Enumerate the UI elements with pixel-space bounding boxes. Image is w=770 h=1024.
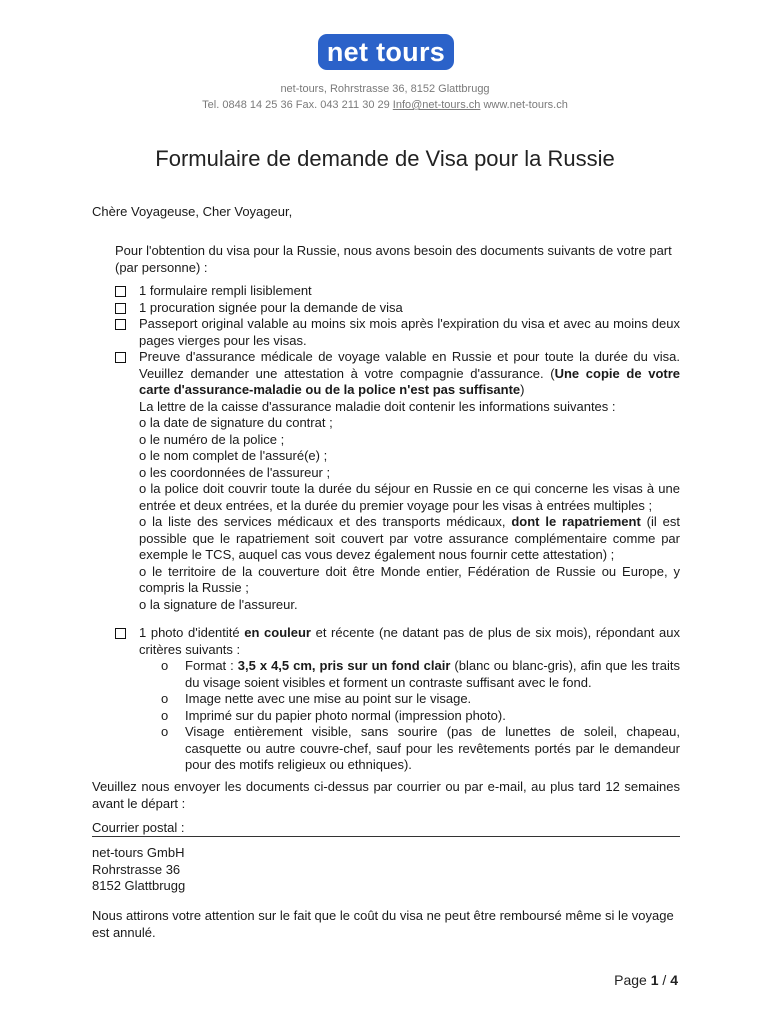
page-total: 4 (670, 972, 678, 988)
sub-item: o le nom complet de l'assuré(e) ; (139, 448, 328, 463)
document-checklist (115, 283, 680, 613)
sub6-rest: (il est possible que le rapatriement soit couvert par votre assurance complémentaire comme par exemple le TCS, auquel cas vous devez également nous fournir cette attestation) ; (139, 514, 681, 562)
sub-item: o la date de signature du contrat ; (139, 415, 333, 430)
c1-text: Format : (185, 658, 238, 673)
insurance-text: Preuve d'assurance médicale de voyage valable en Russie et pour toute la durée du visa. Veuillez demander une attestation à votre compagnie d'assurance. ( (139, 349, 680, 381)
letter-intro: La lettre de la caisse d'assurance maladie doit contenir les informations suivantes : (139, 398, 616, 414)
checkbox-icon (115, 628, 126, 639)
sub-item: o la signature de l'assureur. (139, 596, 298, 612)
postal-line: net-tours GmbH (92, 845, 185, 860)
sub-item: o le territoire de la couverture doit être Monde entier, Fédération de Russie ou Europe, y compris la Russie ; (139, 563, 680, 595)
company-address: net-tours, Rohrstrasse 36, 8152 Glattbrugg (280, 83, 490, 95)
photo-bold: en couleur (244, 625, 311, 640)
page-sep: / (658, 972, 671, 988)
checkbox-icon (115, 303, 126, 314)
company-contact (0, 99, 770, 111)
phone-fax: Tel. 0848 14 25 36 Fax. 043 211 30 29 (202, 99, 393, 111)
sub-item: o la police doit couvrir toute la durée du séjour en Russie en ce qui concerne les visas à une entrée et deux entrées, et la durée du premier voyage pour les visas à entrées multiples ; (139, 481, 680, 513)
postal-address (92, 845, 392, 895)
insurance-close: ) (520, 382, 525, 397)
send-instructions: Veuillez nous envoyer les documents ci-dessus par courrier ou par e-mail, au plus tard 12 semaines avant le départ : (92, 779, 680, 811)
list-item (115, 300, 680, 317)
website: www.net-tours.ch (480, 99, 568, 111)
postal-line: Rohrstrasse 36 (92, 861, 181, 877)
sub-item: o le numéro de la police ; (139, 431, 285, 447)
c4-text: Visage entièrement visible, sans sourire (pas de lunettes de soleil, chapeau, casquette ou autre couvre-chef, sauf pour les revêtements portés par le demandeur pour des motifs religieux ou ethniques). (185, 724, 680, 772)
c1-rest: (blanc ou blanc-gris), afin que les traits du visage soient visibles et forment un contraste suffisant avec le fond. (185, 658, 680, 690)
item-form: 1 formulaire rempli lisiblement (139, 283, 312, 298)
photo-requirements (115, 625, 680, 774)
bullet-icon: o (161, 691, 169, 706)
list-item (115, 283, 680, 300)
photo-text (139, 625, 680, 657)
page-current: 1 (650, 972, 659, 988)
criterion (161, 691, 680, 708)
divider (92, 836, 680, 837)
list-item (115, 349, 680, 613)
page-number (614, 972, 678, 988)
c3-text: Imprimé sur du papier photo normal (impression photo). (185, 707, 506, 723)
list-item (115, 316, 680, 349)
greeting: Chère Voyageuse, Cher Voyageur, (92, 204, 293, 219)
courrier-label: Courrier postal : (92, 820, 185, 835)
sub-item: o les coordonnées de l'assureur ; (139, 464, 331, 480)
page-label: Page (614, 972, 651, 988)
email-link[interactable]: Info@net-tours.ch (392, 99, 481, 111)
intro-paragraph: Pour l'obtention du visa pour la Russie, nous avons besoin des documents suivants de votre part (par personne) : (115, 243, 672, 275)
item-passport: Passeport original valable au moins six mois après l'expiration du visa et avec au moins deux pages vierges pour les visas. (139, 316, 680, 348)
page-title: Formulaire de demande de Visa pour la Russie (155, 146, 615, 171)
photo-text-b: et récente (ne datant pas de plus de six mois), répondant aux critères suivants : (139, 625, 680, 657)
bullet-icon: o (161, 707, 169, 723)
postal-line: 8152 Glattbrugg (92, 878, 186, 893)
list-item (115, 625, 680, 658)
criterion (161, 724, 680, 774)
item-procuration: 1 procuration signée pour la demande de visa (139, 299, 403, 315)
insurance-bold: Une copie de votre carte d'assurance-maladie ou de la police n'est pas suffisante (139, 365, 680, 397)
checkbox-icon (115, 319, 126, 330)
checkbox-icon (115, 352, 126, 363)
c1-bold: 3,5 x 4,5 cm, pris sur un fond clair (237, 658, 451, 673)
bullet-icon: o (161, 658, 169, 673)
sub6-bold: dont le rapatriement (511, 514, 641, 529)
photo-criteria (161, 658, 680, 774)
c2-text: Image nette avec une mise au point sur le visage. (185, 691, 472, 706)
checkbox-icon (115, 286, 126, 297)
criterion (161, 708, 680, 725)
refund-note: Nous attirons votre attention sur le fait que le coût du visa ne peut être remboursé même si le voyage est annulé. (92, 908, 674, 940)
sub6-text: o la liste des services médicaux et des transports médicaux, (139, 514, 512, 529)
bullet-icon: o (161, 724, 169, 739)
criterion (161, 658, 680, 691)
item-insurance (139, 349, 680, 397)
net-tours-logo: net tours (318, 34, 454, 70)
sub-item-repatriation (139, 514, 680, 564)
photo-text-a: 1 photo d'identité (139, 625, 245, 640)
